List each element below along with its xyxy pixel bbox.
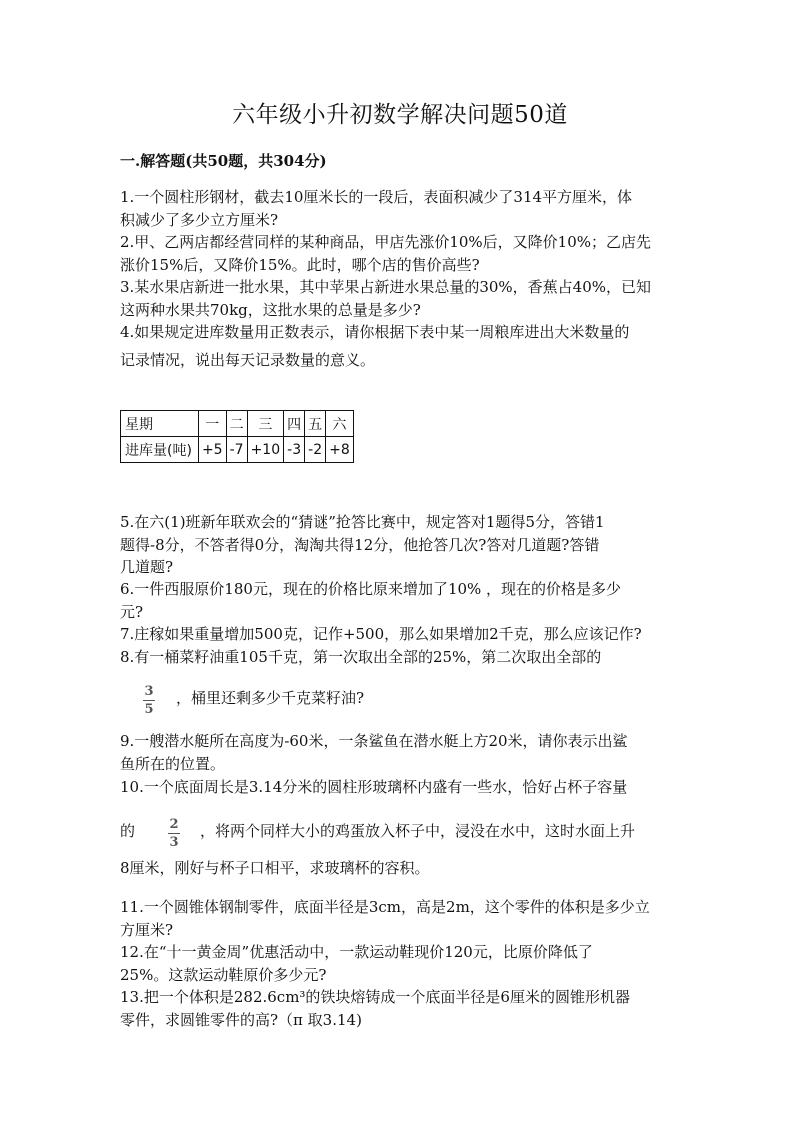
question-3-line-1: 3.某水果店新进一批水果，其中苹果占新进水果总量的30%，香蕉占40%，已知 [120, 278, 651, 296]
question-10-line-1: 10.一个底面周长是3.14分米的圆柱形玻璃杯内盛有一些水，恰好占杯子容量 [120, 778, 628, 796]
question-6-line-1: 6.一件西服原价180元，现在的价格比原来增加了10% ，现在的价格是多少 [120, 580, 622, 598]
table-cell: +10 [247, 437, 284, 463]
question-5-line-3: 几道题? [120, 558, 174, 576]
table-cell: +8 [326, 437, 354, 463]
table-row [121, 411, 354, 437]
question-10-prefix: 的 [120, 822, 136, 840]
question-5-line-2: 题得-8分，不答者得0分，淘淘共得12分，他抢答几次?答对几道题?答错 [120, 535, 600, 554]
question-4-cont [120, 349, 690, 372]
fraction-bar [168, 833, 180, 834]
table-cell: -2 [305, 437, 326, 463]
question-13-line-2: 零件，求圆锥零件的高?（π 取3.14) [120, 1010, 362, 1029]
question-2 [120, 231, 690, 276]
question-6 [120, 578, 690, 623]
fraction-numerator: 3 [144, 684, 154, 699]
question-1 [120, 186, 690, 231]
table-cell: -7 [226, 437, 247, 463]
table-cell: 三 [247, 411, 284, 437]
question-4-line-1: 4.如果规定进库数量用正数表示，请你根据下表中某一周粮库进出大米数量的 [120, 323, 630, 341]
question-13-line-1: 13.把一个体积是282.6cm³的铁块熔铸成一个底面半径是6厘米的圆锥形机器 [120, 988, 630, 1006]
page-title: 六年级小升初数学解决问题50道 [232, 102, 568, 128]
question-5 [120, 511, 690, 579]
question-10-fraction [168, 817, 180, 850]
question-7-line-1: 7.庄稼如果重量增加500克，记作+500，那么如果增加2千克，那么应该记作? [120, 625, 642, 643]
fraction-numerator: 2 [169, 817, 179, 832]
question-11-line-2: 方厘米? [120, 920, 174, 939]
table-cell: 星期 [121, 411, 199, 437]
question-6-line-2: 元? [120, 602, 144, 621]
table-row [121, 437, 354, 463]
question-2-line-2: 涨价15%后，又降价15%。此时，哪个店的售价高些? [120, 255, 480, 274]
question-4-line-2: 记录情况，说出每天记录数量的意义。 [120, 351, 376, 369]
fraction-denominator: 5 [144, 702, 154, 717]
table-cell: -3 [284, 437, 305, 463]
question-9-line-2: 鱼所在的位置。 [120, 754, 226, 773]
question-12-line-2: 25%。这款运动鞋原价多少元? [120, 965, 327, 984]
question-8-line-1: 8.有一桶菜籽油重105千克，第一次取出全部的25%，第二次取出全部的 [120, 648, 602, 666]
grain-table [120, 410, 354, 463]
section-heading: 一.解答题(共50题，共304分) [120, 152, 327, 170]
question-9 [120, 730, 690, 775]
question-13 [120, 986, 690, 1031]
question-8-line-2: ，桶里还剩多少千克菜籽油? [176, 689, 365, 707]
question-9-line-1: 9.一艘潜水艇所在高度为-60米，一条鲨鱼在潜水艇上方20米，请你表示出鲨 [120, 732, 628, 750]
question-11 [120, 896, 690, 941]
question-1-line-1: 1.一个圆柱形钢材，截去10厘米长的一段后，表面积减少了314平方厘米，体 [120, 188, 633, 206]
question-7 [120, 623, 700, 646]
question-10-line-3: 8厘米，刚好与杯子口相平，求玻璃杯的容积。 [120, 859, 430, 877]
question-10-line-2: ，将两个同样大小的鸡蛋放入杯子中，浸没在水中，这时水面上升 [200, 822, 636, 840]
table-cell: 四 [284, 411, 305, 437]
fraction-denominator: 3 [169, 835, 179, 850]
question-12-line-1: 12.在“十一黄金周”优惠活动中，一款运动鞋现价120元，比原价降低了 [120, 943, 593, 961]
question-3 [120, 276, 690, 321]
question-8 [120, 646, 690, 669]
fraction-bar [143, 700, 155, 701]
question-1-line-2: 积减少了多少立方厘米? [120, 210, 279, 229]
table-cell: 进库量(吨) [121, 437, 199, 463]
question-5-line-1: 5.在六(1)班新年联欢会的“猜谜”抢答比赛中，规定答对1题得5分，答错1 [120, 513, 605, 531]
table-cell: +5 [198, 437, 226, 463]
question-4 [120, 321, 690, 344]
table-cell: 一 [198, 411, 226, 437]
table-cell: 六 [326, 411, 354, 437]
table-cell: 二 [226, 411, 247, 437]
question-10-cont [120, 857, 690, 880]
question-2-line-1: 2.甲、乙两店都经营同样的某种商品，甲店先涨价10%后，又降价10%；乙店先 [120, 233, 651, 251]
table-cell: 五 [305, 411, 326, 437]
question-3-line-2: 这两种水果共70kg，这批水果的总量是多少? [120, 300, 421, 319]
question-12 [120, 941, 690, 986]
question-11-line-1: 11.一个圆锥体钢制零件，底面半径是3cm，高是2m，这个零件的体积是多少立 [120, 898, 650, 916]
question-10 [120, 776, 690, 799]
question-8-fraction [143, 684, 155, 717]
